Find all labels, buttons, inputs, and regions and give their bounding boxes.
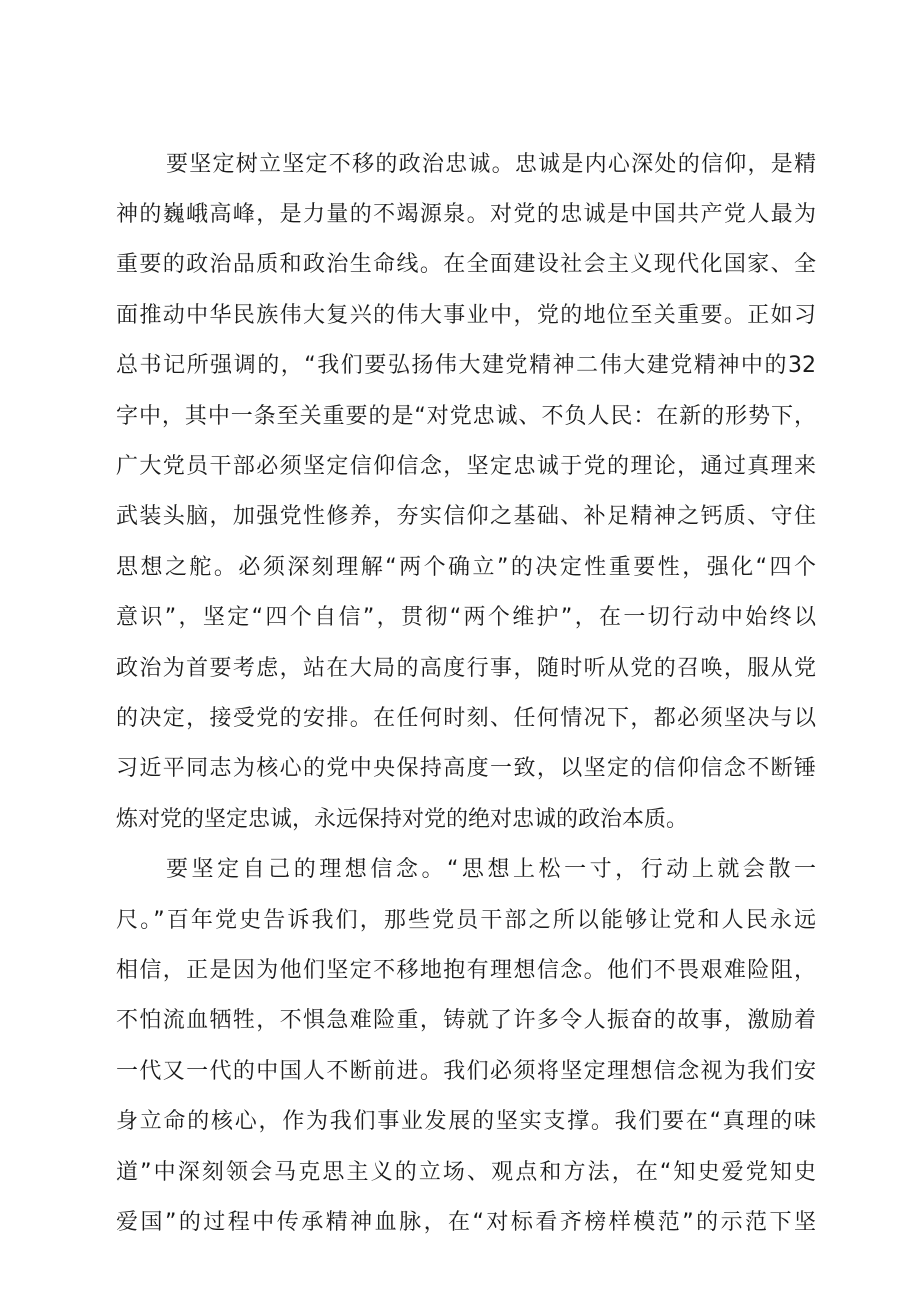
paragraph-line: 广大党员干部必须坚定信仰信念，坚定忠诚于党的理论，通过真理来: [116, 454, 816, 479]
paragraph-line: 不怕流血牺牲，不惧急难险重，铸就了许多令人振奋的故事，激励着: [116, 1008, 816, 1033]
paragraph-line: 习近平同志为核心的党中央保持高度一致，以坚定的信仰信念不断锤: [116, 756, 816, 781]
paragraph-line: 炼对党的坚定忠诚，永远保持对党的绝对忠诚的政治本质。: [116, 807, 689, 832]
paragraph-line: 尺。”百年党史告诉我们，那些党员干部之所以能够让党和人民永远: [116, 908, 816, 933]
paragraph-line: 思想之舵。必须深刻理解“两个确立”的决定性重要性，强化“四个: [116, 555, 816, 580]
paragraph-line: 要坚定树立坚定不移的政治忠诚。忠诚是内心深处的信仰，是精: [166, 152, 816, 177]
paragraph-line: 面推动中华民族伟大复兴的伟大事业中，党的地位至关重要。正如习: [116, 303, 816, 328]
paragraph-line: 武装头脑，加强党性修养，夯实信仰之基础、补足精神之钙质、守住: [116, 504, 816, 529]
paragraph-line: 总书记所强调的，“我们要弘扬伟大建党精神二伟大建党精神中的32: [116, 353, 816, 378]
paragraph-line: 要坚定自己的理想信念。“思想上松一寸，行动上就会散一: [166, 857, 816, 882]
paragraph-line: 意识”，坚定“四个自信”，贯彻“两个维护”，在一切行动中始终以: [116, 605, 816, 630]
paragraph-line: 身立命的核心，作为我们事业发展的坚实支撑。我们要在“真理的味: [116, 1109, 816, 1134]
paragraph-line: 爱国”的过程中传承精神血脉，在“对标看齐榜样模范”的示范下坚: [116, 1210, 816, 1235]
paragraph-line: 一代又一代的中国人不断前进。我们必须将坚定理想信念视为我们安: [116, 1059, 816, 1084]
paragraph-line: 神的巍峨高峰，是力量的不竭源泉。对党的忠诚是中国共产党人最为: [116, 202, 816, 227]
paragraph-line: 的决定，接受党的安排。在任何时刻、任何情况下，都必须坚决与以: [116, 706, 816, 731]
paragraph-line: 政治为首要考虑，站在大局的高度行事，随时听从党的召唤，服从党: [116, 656, 816, 681]
paragraph-line: 重要的政治品质和政治生命线。在全面建设社会主义现代化国家、全: [116, 252, 816, 277]
paragraph-line: 相信，正是因为他们坚定不移地抱有理想信念。他们不畏艰难险阻，: [116, 958, 816, 983]
paragraph-line: 字中，其中一条至关重要的是“对党忠诚、不负人民：在新的形势下，: [116, 404, 816, 429]
paragraph-line: 道”中深刻领会马克思主义的立场、观点和方法，在“知史爱党知史: [116, 1160, 816, 1185]
